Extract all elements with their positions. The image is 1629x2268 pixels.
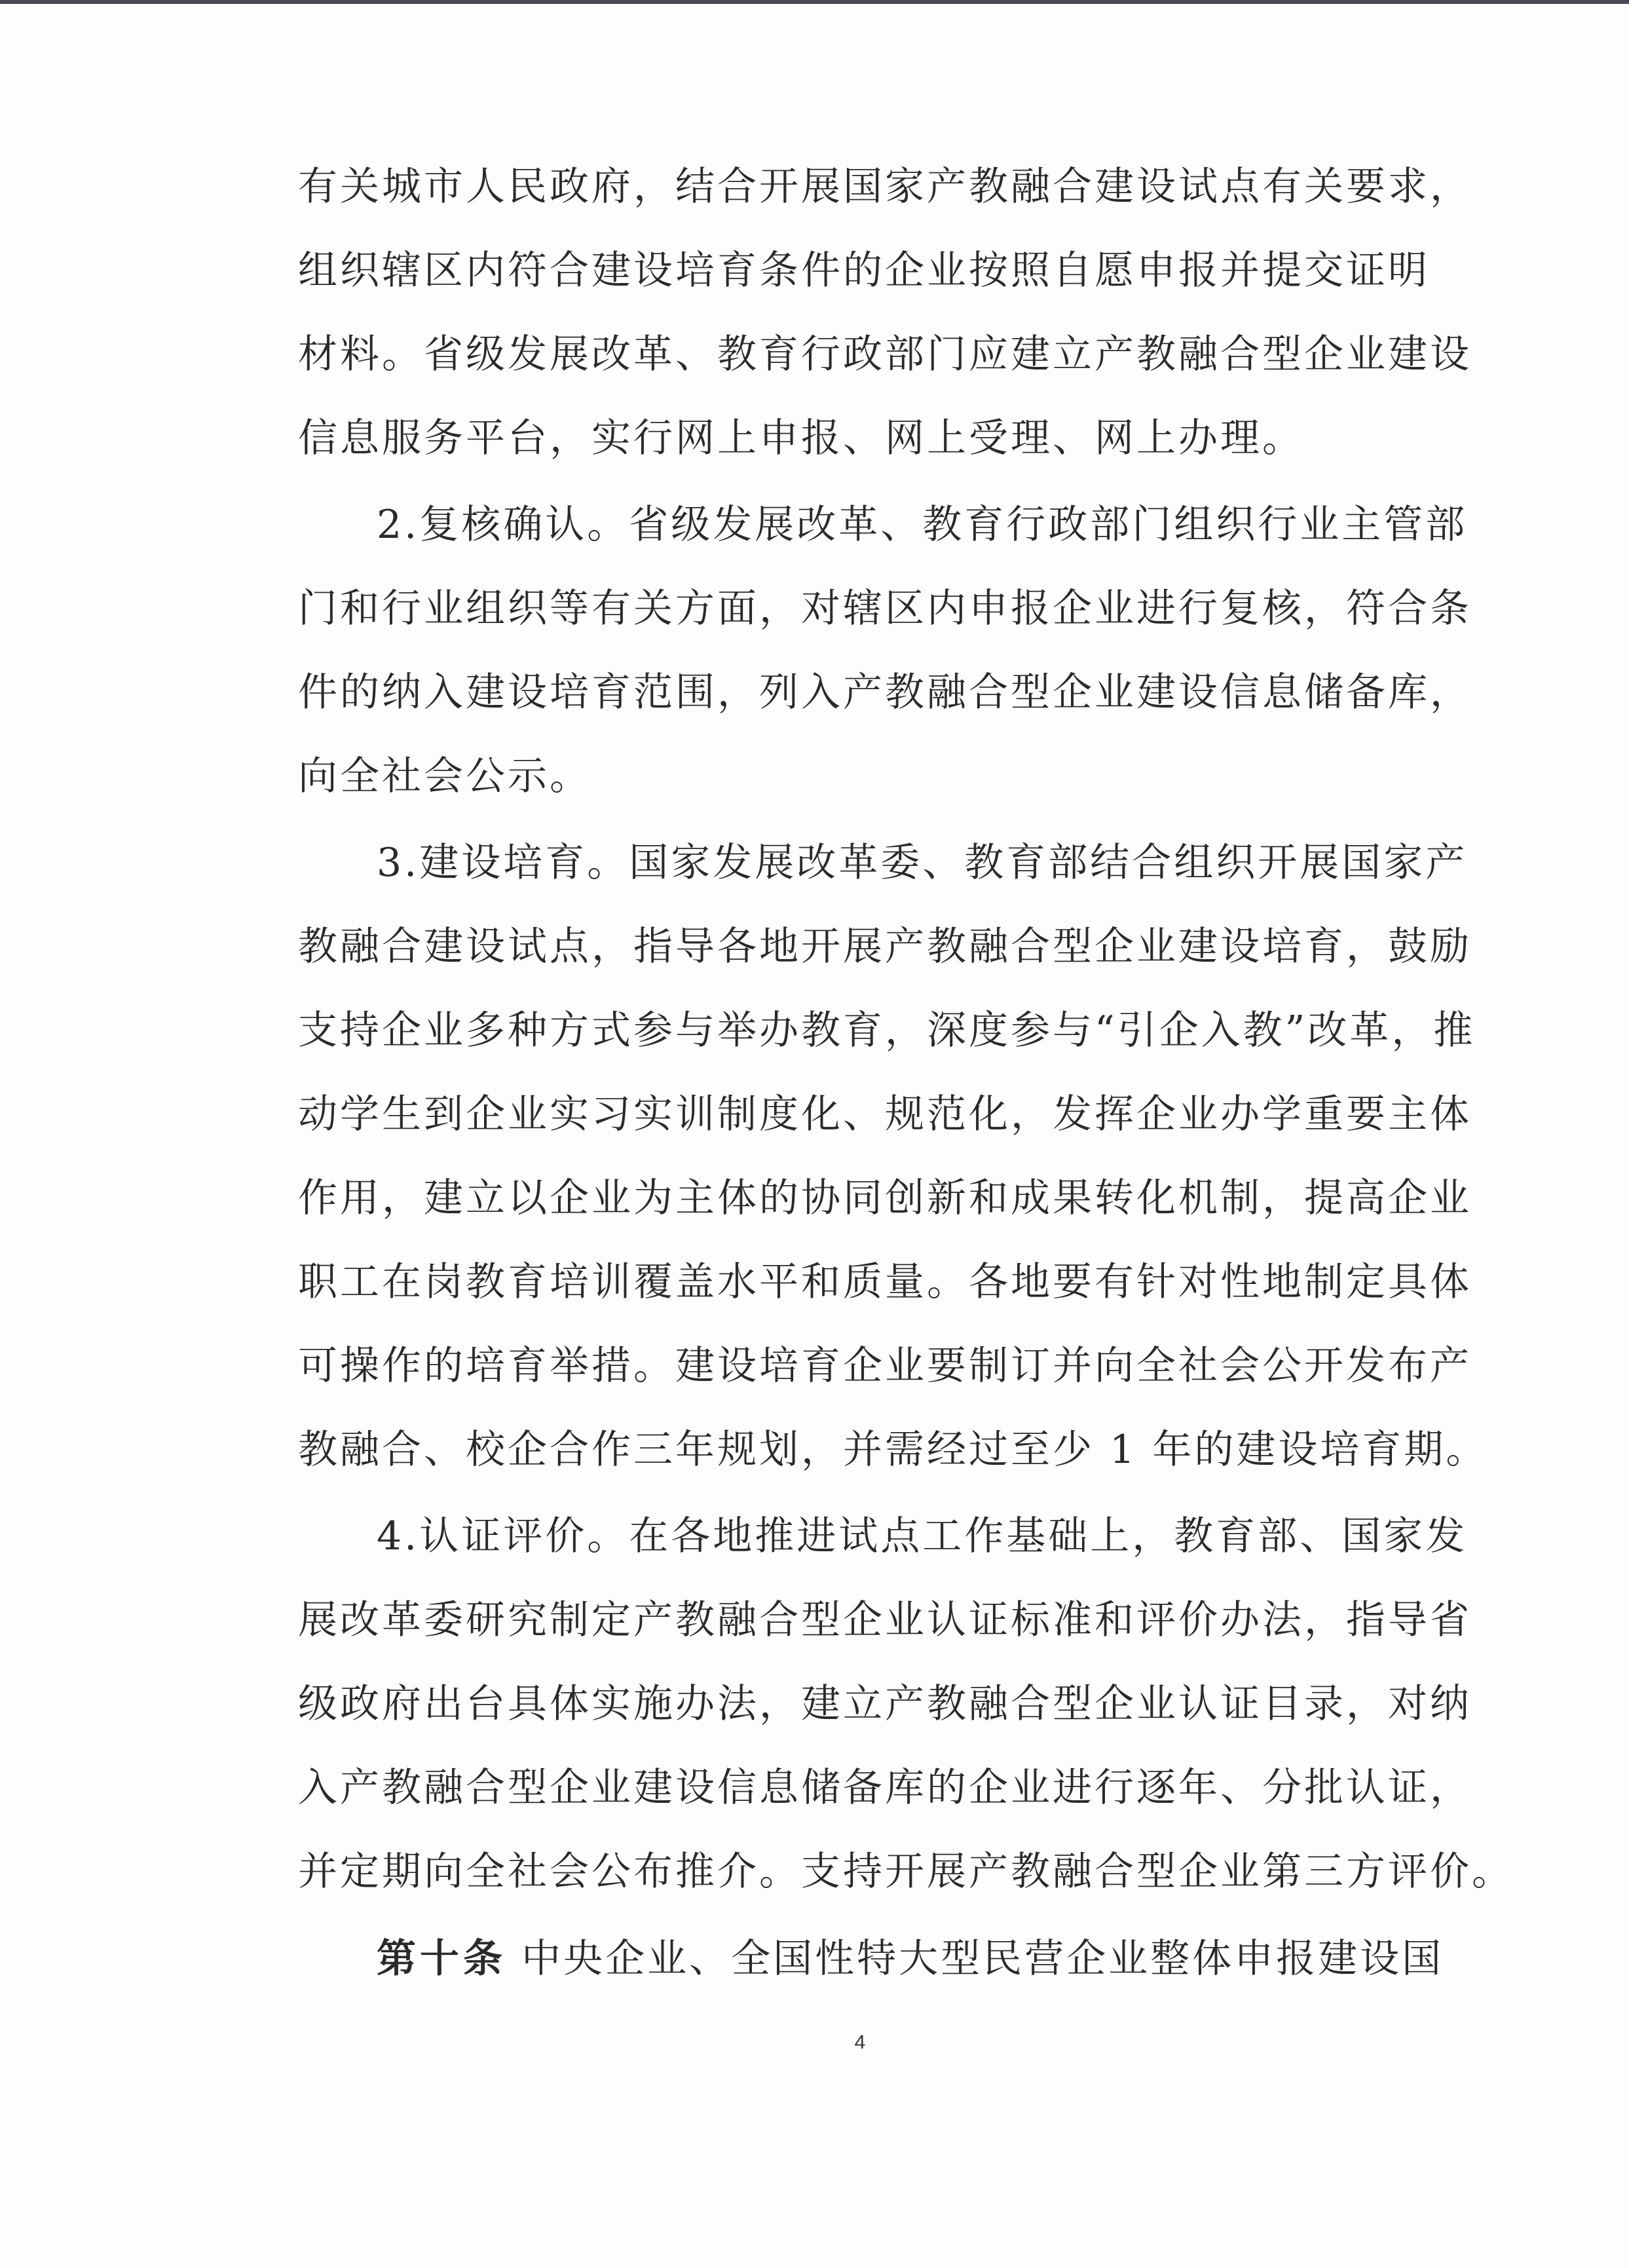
article-text: 中央企业、全国性特大型民营企业整体申报建设国: [521, 1936, 1444, 1982]
text-line: 有关城市人民政府，结合开展国家产教融合建设试点有关要求，: [298, 164, 1472, 210]
text-line: 向全社会公示。: [298, 753, 591, 799]
text-line: 信息服务平台，实行网上申报、网上受理、网上办理。: [298, 415, 1304, 461]
paragraph-start-line: 2.复核确认。省级发展改革、教育行政部门组织行业主管部: [377, 502, 1468, 548]
text-line: 门和行业组织等有关方面，对辖区内申报企业进行复核，符合条: [298, 586, 1472, 632]
text-line: 职工在岗教育培训覆盖水平和质量。各地要有针对性地制定具体: [298, 1259, 1472, 1305]
text-line: 并定期向全社会公布推介。支持开展产教融合型企业第三方评价。: [298, 1849, 1514, 1895]
article-number: 第十条: [377, 1936, 506, 1982]
article-ten-line: [377, 1923, 1444, 1995]
text-line: 教融合建设试点，指导各地开展产教融合型企业建设培育，鼓励: [298, 924, 1472, 970]
text-line: 支持企业多种方式参与举办教育，深度参与“引企入教”改革，推: [298, 1008, 1476, 1053]
text-line: 材料。省级发展改革、教育行政部门应建立产教融合型企业建设: [298, 331, 1472, 377]
paragraph-start-line: 4.认证评价。在各地推进试点工作基础上，教育部、国家发: [377, 1513, 1468, 1559]
text-line: 动学生到企业实习实训制度化、规范化，发挥企业办学重要主体: [298, 1091, 1472, 1137]
text-line: 级政府出台具体实施办法，建立产教融合型企业认证目录，对纳: [298, 1681, 1472, 1727]
page-number: 4: [854, 2032, 866, 2053]
paragraph-start-line: 3.建设培育。国家发展改革委、教育部结合组织开展国家产: [377, 840, 1468, 886]
scan-top-edge: [0, 0, 1629, 4]
text-line: 组织辖区内符合建设培育条件的企业按照自愿申报并提交证明: [298, 248, 1430, 293]
text-line: 可操作的培育举措。建设培育企业要制订并向全社会公开发布产: [298, 1343, 1472, 1389]
text-line: 入产教融合型企业建设信息储备库的企业进行逐年、分批认证，: [298, 1765, 1472, 1811]
text-line: 作用，建立以企业为主体的协同创新和成果转化机制，提高企业: [298, 1175, 1472, 1221]
text-line: 展改革委研究制定产教融合型企业认证标准和评价办法，指导省: [298, 1597, 1472, 1643]
text-line: 件的纳入建设培育范围，列入产教融合型企业建设信息储备库，: [298, 670, 1472, 715]
text-line: 教融合、校企合作三年规划，并需经过至少 1 年的建设培育期。: [298, 1427, 1488, 1473]
